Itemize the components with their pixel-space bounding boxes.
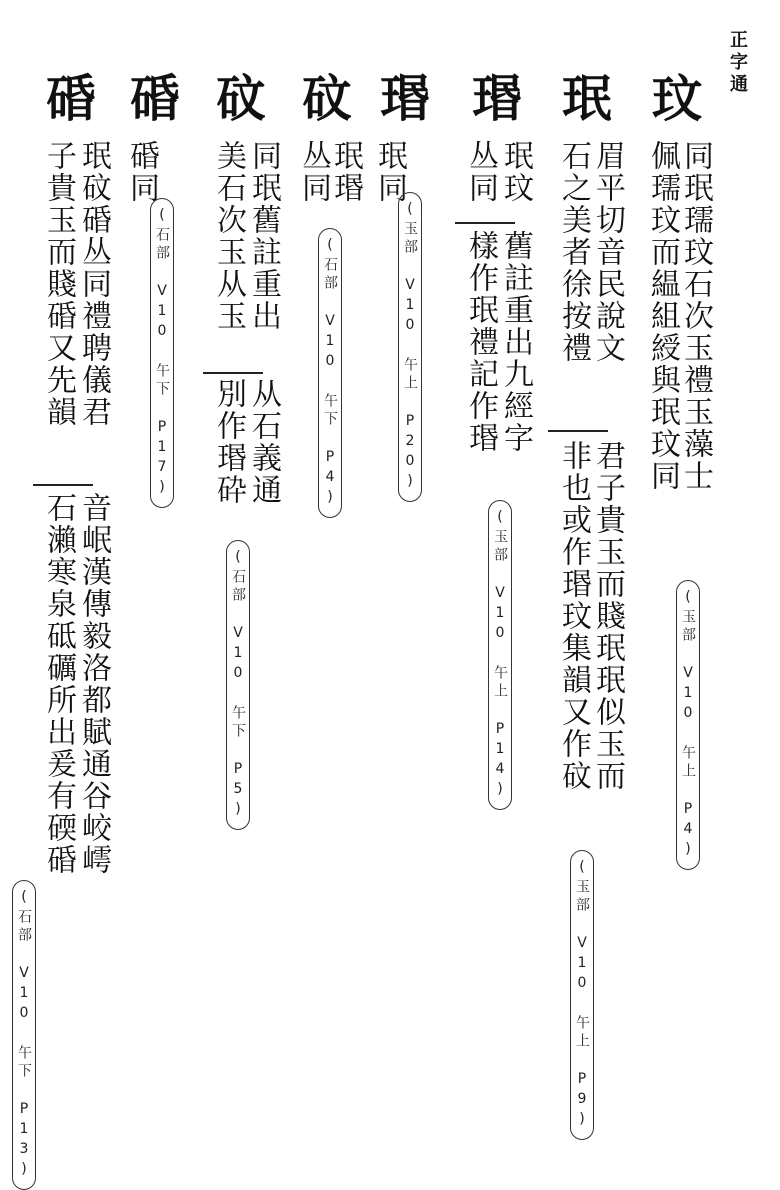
- entry-text: 石之美者徐按禮: [556, 140, 591, 364]
- entry-text: 樣作珉禮記作瑉: [463, 230, 498, 454]
- entry-headword: 瑉: [372, 72, 431, 120]
- entry-text: 石瀨寒泉砥礪所出爰有碝碈: [41, 492, 76, 876]
- source-note: (石部 V10 午下 P13): [12, 880, 36, 1190]
- entry-headword: 珉: [554, 72, 613, 120]
- section-divider: [548, 430, 608, 432]
- entry-text: 同珉舊註重出: [246, 140, 281, 332]
- source-note: (石部 V10 午下 P17): [150, 198, 174, 508]
- entry-text: 別作瑉砕: [211, 378, 246, 506]
- source-note: (玉部 V10 午上 P20): [398, 192, 422, 502]
- entry-text: 佩瓀玟而緼組綬與珉玟同: [645, 140, 680, 492]
- entry-headword: 砇: [294, 72, 353, 120]
- entry-text: 舊註重出九經字: [498, 230, 533, 454]
- section-divider: [33, 484, 93, 486]
- source-note: (石部 V10 午下 P4): [318, 228, 342, 518]
- entry-text: 珉瑉: [328, 140, 363, 204]
- entry-text: 珉同: [372, 140, 407, 204]
- entry-text: 眉平切音民說文: [590, 140, 625, 364]
- source-note: (玉部 V10 午上 P14): [488, 500, 512, 810]
- entry-text: 美石次玉从玉: [211, 140, 246, 332]
- entry-text: 音岷漢傳毅洛都賦通谷峧嶀: [76, 492, 111, 876]
- entry-text: 同珉瓀玟石次玉禮玉藻士: [678, 140, 713, 492]
- entry-headword: 碈: [38, 72, 97, 120]
- entry-text: 非也或作瑉玟集韻又作砇: [556, 440, 591, 792]
- source-note: (玉部 V10 午上 P9): [570, 850, 594, 1140]
- entry-text: 子貴玉而賤碈又先韻: [41, 140, 76, 428]
- entry-headword: 瑉: [464, 72, 523, 120]
- entry-headword: 碈: [122, 72, 181, 120]
- entry-text: 丛同: [463, 140, 498, 204]
- source-note: (石部 V10 午下 P5): [226, 540, 250, 830]
- entry-text: 碈同: [124, 140, 159, 204]
- entry-text: 珉玟: [498, 140, 533, 204]
- entry-headword: 砇: [208, 72, 267, 120]
- entry-text: 君子貴玉而賤珉珉似玉而: [590, 440, 625, 792]
- entry-text: 丛同: [296, 140, 331, 204]
- entry-text: 从石義通: [246, 378, 281, 506]
- section-divider: [203, 372, 263, 374]
- source-note: (玉部 V10 午上 P4): [676, 580, 700, 870]
- entry-headword: 玟: [644, 72, 703, 120]
- entry-text: 珉砇碈丛同禮聘儀君: [76, 140, 111, 428]
- section-divider: [455, 222, 515, 224]
- page-header-title: 正字通: [727, 30, 748, 96]
